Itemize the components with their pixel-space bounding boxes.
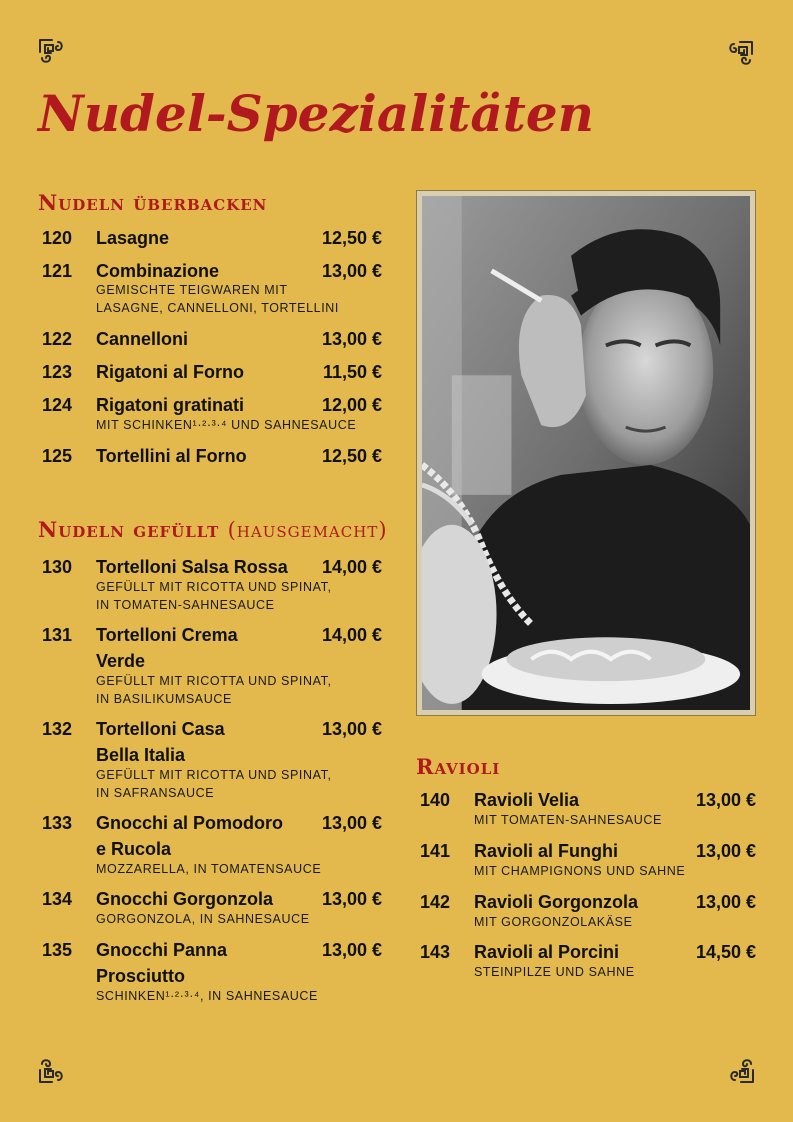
item-name: Ravioli Gorgonzola (474, 892, 639, 912)
item-description: MOZZARELLA, IN TOMATENSAUCE (96, 862, 322, 876)
item-number: 122 (42, 329, 73, 349)
item-name: Gnocchi al Pomodoro e Rucola (96, 813, 284, 859)
item-name: Gnocchi Panna Prosciutto (96, 940, 228, 986)
item-description: MIT SCHINKEN¹·²·³·⁴ UND SAHNESAUCE (96, 418, 357, 432)
item-name: Tortelloni Casa Bella Italia (96, 719, 225, 765)
item-price: 13,00 € (321, 940, 382, 960)
item-name: Tortelloni Crema Verde (96, 625, 238, 671)
item-price: 13,00 € (695, 892, 756, 912)
item-number: 124 (42, 395, 73, 415)
item-number: 143 (420, 942, 451, 962)
ornament-corner-icon (36, 36, 68, 68)
item-name: Gnocchi Gorgonzola (96, 889, 274, 909)
item-name: Rigatoni gratinati (96, 395, 244, 415)
item-number: 141 (420, 841, 451, 861)
item-number: 132 (42, 719, 73, 739)
item-price: 13,00 € (695, 790, 756, 810)
item-price: 11,50 € (322, 362, 382, 382)
item-name: Cannelloni (96, 329, 189, 349)
item-description: MIT CHAMPIGNONS UND SAHNE (474, 864, 686, 878)
photo-man-eating-spaghetti (422, 196, 750, 710)
item-description: GEFÜLLT MIT RICOTTA UND SPINAT, IN TOMATEN-SAHNESAUCE (96, 580, 332, 612)
item-price: 12,50 € (321, 446, 382, 466)
item-name: Ravioli al Porcini (474, 942, 620, 962)
item-number: 134 (42, 889, 73, 909)
section-title-gefuellt (38, 517, 388, 542)
item-name: Combinazione (96, 261, 220, 281)
item-name: Ravioli al Funghi (474, 841, 619, 861)
item-price: 13,00 € (321, 719, 382, 739)
item-number: 120 (42, 228, 73, 248)
item-number: 133 (42, 813, 73, 833)
item-number: 123 (42, 362, 73, 382)
item-name: Ravioli Velia (474, 790, 580, 810)
ornament-corner-icon (724, 38, 756, 70)
item-description: MIT GORGONZOLAKÄSE (474, 915, 633, 929)
item-number: 121 (42, 261, 73, 281)
item-number: 140 (420, 790, 451, 810)
item-price: 13,00 € (321, 813, 382, 833)
item-number: 130 (42, 557, 73, 577)
item-description: GEMISCHTE TEIGWAREN MIT LASAGNE, CANNELLONI, TORTELLINI (96, 283, 339, 315)
item-name: Tortellini al Forno (96, 446, 247, 466)
item-price: 12,00 € (321, 395, 382, 415)
photo-frame (416, 190, 756, 716)
item-description: GEFÜLLT MIT RICOTTA UND SPINAT, IN BASILIKUMSAUCE (96, 674, 332, 706)
item-price: 13,00 € (321, 889, 382, 909)
item-number: 135 (42, 940, 73, 960)
item-price: 13,00 € (695, 841, 756, 861)
item-description: STEINPILZE UND SAHNE (474, 965, 635, 979)
item-number: 131 (42, 625, 73, 645)
item-name: Rigatoni al Forno (96, 362, 244, 382)
item-number: 142 (420, 892, 451, 912)
item-description: MIT TOMATEN-SAHNESAUCE (474, 813, 662, 827)
item-name: Lasagne (96, 228, 170, 248)
section-title-ravioli: Ravioli (416, 754, 501, 779)
item-price: 13,00 € (321, 261, 382, 281)
item-price: 14,00 € (321, 625, 382, 645)
ornament-corner-icon (36, 1054, 68, 1086)
item-number: 125 (42, 446, 73, 466)
item-price: 12,50 € (321, 228, 382, 248)
item-description: GEFÜLLT MIT RICOTTA UND SPINAT, IN SAFRANSAUCE (96, 768, 332, 800)
item-description: GORGONZOLA, IN SAHNESAUCE (96, 912, 310, 926)
item-price: 14,00 € (321, 557, 382, 577)
item-price: 14,50 € (695, 942, 756, 962)
item-description: SCHINKEN¹·²·³·⁴, IN SAHNESAUCE (96, 989, 318, 1003)
section-title-text: Nudeln gefüllt (38, 517, 220, 542)
section-title-suffix: (hausgemacht) (227, 518, 388, 542)
item-name: Tortelloni Salsa Rossa (96, 557, 288, 577)
ornament-corner-icon (725, 1054, 757, 1086)
item-price: 13,00 € (321, 329, 382, 349)
page-title: Nudel-Spezialitäten (38, 84, 594, 143)
section-title-ueberbacken: Nudeln überbacken (38, 190, 268, 215)
